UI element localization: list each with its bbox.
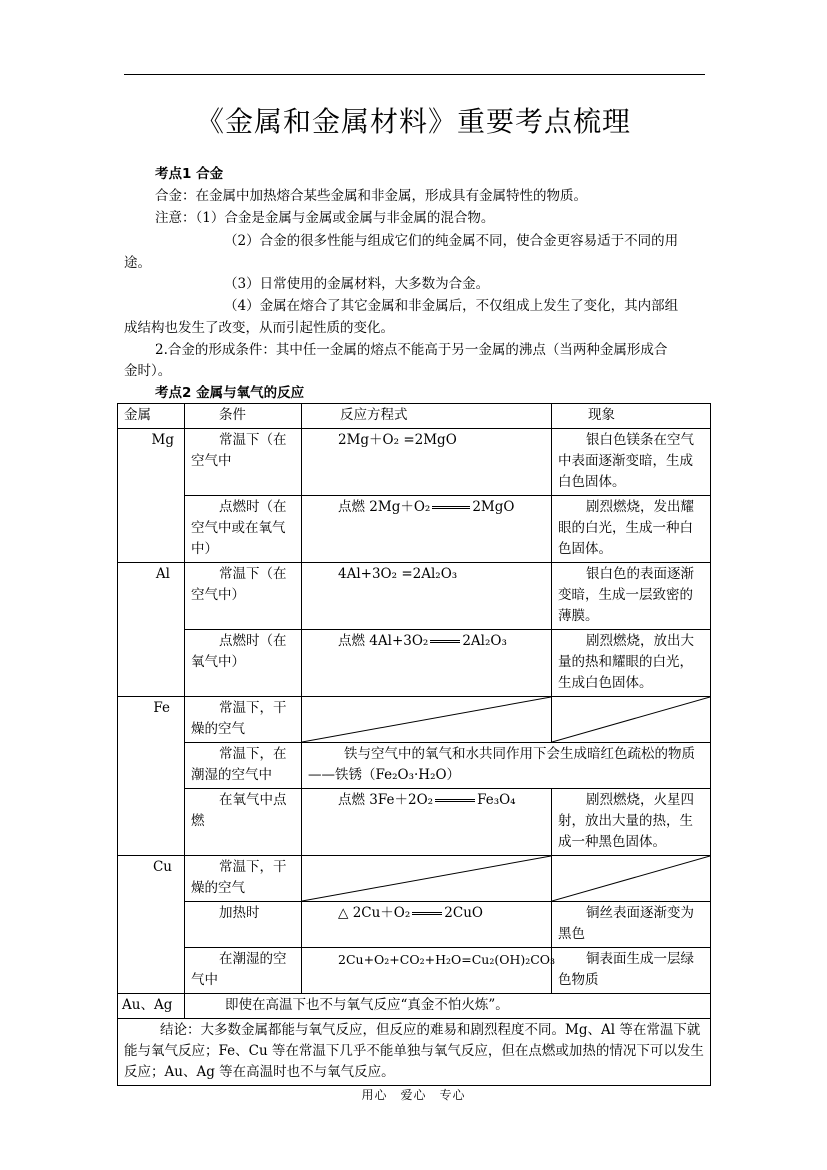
table-row (118, 789, 711, 856)
section2-heading: 考点2 金属与氧气的反应 (155, 385, 305, 401)
empty-equation-cell (302, 856, 552, 902)
page-footer: 用心 爱心 专心 (361, 1088, 466, 1102)
condition-cell: 常温下，干燥的空气 (185, 697, 302, 743)
note-4b: 成结构也发生了改变，从而引起性质的变化。 (124, 320, 394, 336)
table-row (118, 630, 711, 697)
reaction-condition: △ (338, 905, 349, 921)
equation-cell (302, 630, 552, 697)
reaction-condition: 点燃 (338, 633, 365, 649)
equation-right: 2CuO (444, 905, 483, 921)
phenomenon-cell: 铜丝表面逐渐变为黑色 (552, 902, 711, 948)
table-header-row (118, 404, 711, 429)
reaction-condition: 点燃 (338, 499, 365, 515)
equals-sign (412, 912, 442, 915)
condition-cell: 在氧气中点燃 (185, 789, 302, 856)
page-title: 《金属和金属材料》重要考点梳理 (195, 105, 631, 138)
phenomenon-cell: 剧烈燃烧，发出耀眼的白光，生成一种白色固体。 (552, 496, 711, 563)
condition-cell: 常温下（在空气中） (185, 563, 302, 630)
table-row (118, 1019, 711, 1086)
equals-sign (430, 640, 460, 643)
equation-cell (302, 496, 552, 563)
note-2a: （2）合金的很多性能与组成它们的纯金属不同，使合金更容易适于不同的用 (224, 233, 679, 249)
metal-cu: Cu (118, 856, 185, 994)
table-row (118, 563, 711, 630)
alloy-condition-b: 金时）。 (124, 363, 172, 379)
conclusion: 结论：大多数金属都能与氧气反应，但反应的难易和剧烈程度不同。Mg、Al 等在常温下就能与氧气反应；Fe、Cu 等在常温下几乎不能单独与氧气反应，但在点燃或加热的情况下可以发生反应；Au、Ag 等在高温时也不与氧气反应。 (118, 1019, 711, 1086)
equation-right: 2MgO (472, 499, 515, 515)
note-1: 注意：（1）合金是金属与金属或金属与非金属的混合物。 (155, 210, 495, 226)
phenomenon-cell: 银白色镁条在空气中表面逐渐变暗，生成白色固体。 (552, 429, 711, 496)
header-phenomenon: 现象 (552, 404, 711, 429)
reaction-condition: 点燃 (338, 792, 365, 808)
condition-cell: 常温下（在空气中 (185, 429, 302, 496)
condition-cell: 点燃时（在氧气中） (185, 630, 302, 697)
note-3: （3）日常使用的金属材料，大多数为合金。 (224, 276, 490, 292)
equation-cell (302, 902, 552, 948)
equation-cell: 2Mg＋O₂ =2MgO (302, 429, 552, 496)
condition-cell: 常温下，干燥的空气 (185, 856, 302, 902)
condition-cell: 点燃时（在空气中或在氧气中） (185, 496, 302, 563)
equation-right: Fe₃O₄ (477, 792, 516, 808)
equation-left: 2Mg＋O₂ (369, 499, 431, 515)
table-row (118, 496, 711, 563)
equation-cell: 4Al+3O₂ =2Al₂O₃ (302, 563, 552, 630)
empty-phenomenon-cell (552, 697, 711, 743)
table-row (118, 948, 711, 994)
header-rule (124, 74, 705, 75)
empty-phenomenon-cell (552, 856, 711, 902)
phenomenon-cell: 铜表面生成一层绿色物质 (552, 948, 711, 994)
table-row (118, 994, 711, 1019)
au-ag-description: 即使在高温下也不与氧气反应“真金不怕火炼”。 (185, 994, 711, 1019)
equation-cell (302, 789, 552, 856)
equation-left: 4Al+3O₂ (369, 633, 429, 649)
table-row (118, 743, 711, 789)
section1-heading: 考点1 合金 (155, 166, 224, 182)
equation-right: 2Al₂O₃ (462, 633, 507, 649)
alloy-condition-a: 2.合金的形成条件：其中任一金属的熔点不能高于另一金属的沸点（当两种金属形成合 (155, 342, 668, 358)
metal-al: Al (118, 563, 185, 697)
metal-mg: Mg (118, 429, 185, 563)
table-row (118, 856, 711, 902)
header-condition: 条件 (185, 404, 302, 429)
empty-equation-cell (302, 697, 552, 743)
note-2b: 途。 (124, 255, 151, 271)
equals-sign (432, 506, 470, 509)
note-4a: （4）金属在熔合了其它金属和非金属后，不仅组成上发生了变化，其内部组 (224, 298, 679, 314)
equation-left: 2Cu＋O₂ (352, 905, 411, 921)
metal-au-ag: Au、Ag (118, 994, 185, 1019)
phenomenon-cell: 银白色的表面逐渐变暗，生成一层致密的薄膜。 (552, 563, 711, 630)
table-row (118, 902, 711, 948)
phenomenon-cell: 剧烈燃烧，放出大量的热和耀眼的白光，生成白色固体。 (552, 630, 711, 697)
metal-oxygen-table (117, 403, 711, 1086)
rust-description: 铁与空气中的氧气和水共同作用下会生成暗红色疏松的物质——铁锈（Fe₂O₃·H₂O） (302, 743, 711, 789)
equals-sign (435, 799, 475, 802)
table-row (118, 429, 711, 496)
equation-cell: 2Cu+O₂+CO₂+H₂O=Cu₂(OH)₂CO₃ (302, 948, 552, 994)
metal-fe: Fe (118, 697, 185, 856)
condition-cell: 在潮湿的空气中 (185, 948, 302, 994)
table-row (118, 697, 711, 743)
alloy-definition: 合金：在金属中加热熔合某些金属和非金属，形成具有金属特性的物质。 (155, 188, 587, 204)
phenomenon-cell: 剧烈燃烧，火星四射，放出大量的热，生成一种黑色固体。 (552, 789, 711, 856)
header-equation: 反应方程式 (302, 404, 552, 429)
header-metal: 金属 (118, 404, 185, 429)
condition-cell: 常温下，在潮湿的空气中 (185, 743, 302, 789)
condition-cell: 加热时 (185, 902, 302, 948)
equation-left: 3Fe＋2O₂ (369, 792, 434, 808)
